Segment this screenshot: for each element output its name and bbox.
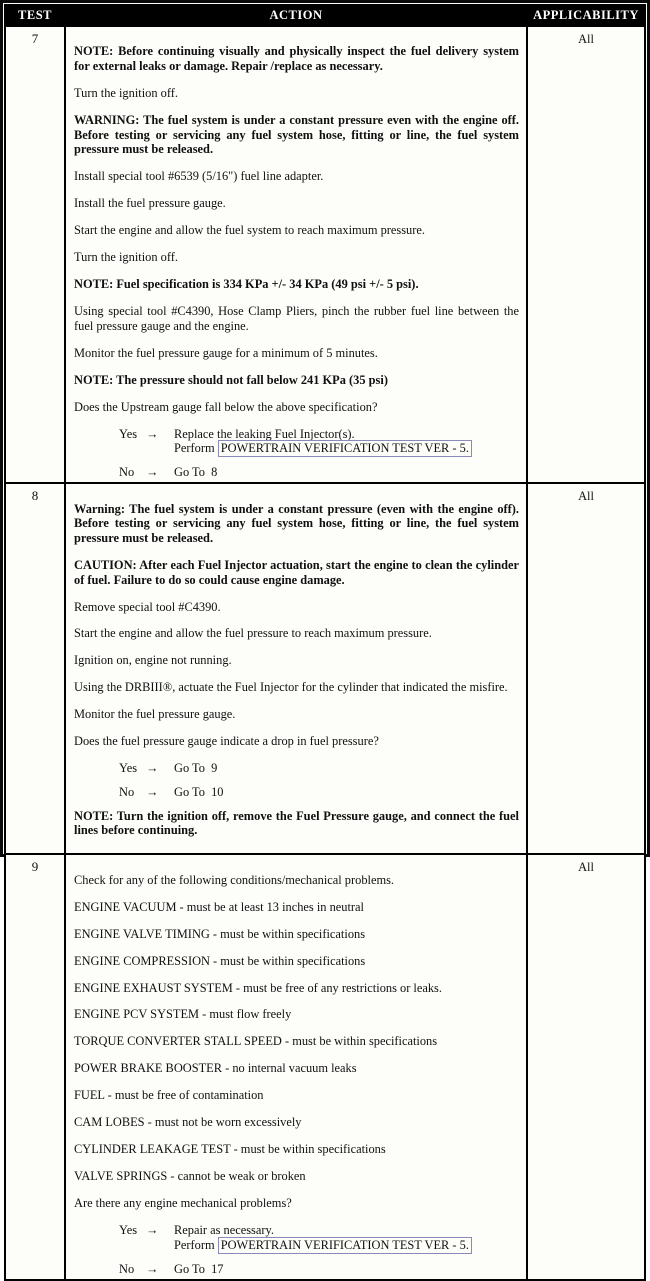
applicability-cell: All <box>527 26 645 483</box>
action-line: Check for any of the following conditions/mechanical problems. <box>74 872 395 887</box>
action-line: Monitor the fuel pressure gauge. <box>74 707 236 722</box>
decision-line <box>119 1262 519 1277</box>
perform-line <box>174 441 519 456</box>
action-line: CAM LOBES - must not be worn excessively <box>74 1115 302 1130</box>
decision-answer: No <box>119 464 135 479</box>
perform-prefix: Perform <box>174 441 218 456</box>
diagnostic-test-table <box>4 4 646 1281</box>
action-line: WARNING: The fuel system is under a constant pressure even with the engine off. Before testing or servicing any fuel system hose, fitting or line, the fuel system pressure must be released. <box>74 112 519 157</box>
perform-prefix: Perform <box>174 1237 218 1252</box>
action-line: CAUTION: After each Fuel Injector actuation, start the engine to clean the cylinder of fuel. Failure to do so could cause engine damage. <box>74 557 519 587</box>
action-line: ENGINE COMPRESSION - must be within specifications <box>74 953 366 968</box>
action-line: ENGINE EXHAUST SYSTEM - must be free of any restrictions or leaks. <box>74 980 442 995</box>
action-line: Start the engine and allow the fuel pressure to reach maximum pressure. <box>74 626 432 641</box>
arrow-icon: → <box>146 426 159 441</box>
action-line: NOTE: Before continuing visually and physically inspect the fuel delivery system for external leaks or damage. Repair /replace as necessary. <box>74 44 519 73</box>
decision-line <box>119 761 519 776</box>
table-header-row <box>5 5 645 26</box>
action-line: TORQUE CONVERTER STALL SPEED - must be within specifications <box>74 1034 438 1049</box>
decision-line <box>119 785 519 800</box>
arrow-icon: → <box>146 785 159 799</box>
arrow-icon: → <box>146 761 159 776</box>
table-row <box>5 483 645 854</box>
action-line: NOTE: Fuel specification is 334 KPa +/- 34 KPa (49 psi +/- 5 psi). <box>74 277 419 292</box>
action-line: POWER BRAKE BOOSTER - no internal vacuum leaks <box>74 1061 357 1076</box>
action-line: Turn the ignition off. <box>74 85 178 100</box>
action-line: ENGINE PCV SYSTEM - must flow freely <box>74 1007 292 1022</box>
decision-answer: Yes <box>119 1223 138 1238</box>
action-line: ENGINE VALVE TIMING - must be within specifications <box>74 926 366 941</box>
test-number-cell: 7 <box>5 26 65 483</box>
action-line: Warning: The fuel system is under a constant pressure (even with the engine off). Before testing or servicing any fuel system hose, fitting or line, the fuel system pressure must be released. <box>74 501 519 545</box>
action-line: Install special tool #6539 (5/16") fuel line adapter. <box>74 169 324 184</box>
action-line: Remove special tool #C4390. <box>74 599 221 614</box>
applicability-cell: All <box>527 854 645 1280</box>
test-number-cell: 9 <box>5 854 65 1280</box>
decision-text: Go To 8 <box>174 464 218 479</box>
arrow-icon: → <box>146 464 159 479</box>
decision-line <box>119 465 519 480</box>
decision-text: Repair as necessary. <box>174 1223 274 1238</box>
verification-test-link[interactable]: POWERTRAIN VERIFICATION TEST VER - 5. <box>218 1237 472 1254</box>
header-test: TEST <box>5 5 65 26</box>
decision-text: Replace the leaking Fuel Injector(s). <box>174 426 355 441</box>
action-cell <box>65 854 527 1280</box>
header-action: ACTION <box>65 5 527 26</box>
decision-answer: No <box>119 785 135 799</box>
decision-line <box>119 427 519 442</box>
table-row <box>5 854 645 1280</box>
table-row <box>5 26 645 483</box>
decision-text: Go To 9 <box>174 761 218 776</box>
action-line: Using special tool #C4390, Hose Clamp Pliers, pinch the rubber fuel line between the fuel pressure gauge and the engine. <box>74 304 519 333</box>
action-line: Start the engine and allow the fuel system to reach maximum pressure. <box>74 223 425 238</box>
action-line: Monitor the fuel pressure gauge for a minimum of 5 minutes. <box>74 345 378 360</box>
table-body <box>5 26 645 1280</box>
applicability-cell: All <box>527 483 645 854</box>
test-number-cell: 8 <box>5 483 65 854</box>
action-line: ENGINE VACUUM - must be at least 13 inches in neutral <box>74 899 364 914</box>
decision-answer: Yes <box>119 426 138 441</box>
action-cell <box>65 26 527 483</box>
arrow-icon: → <box>146 1261 159 1276</box>
arrow-icon: → <box>146 1223 159 1238</box>
action-cell <box>65 483 527 854</box>
action-line: Ignition on, engine not running. <box>74 653 232 668</box>
decision-text: Go To 17 <box>174 1261 224 1276</box>
header-applicability: APPLICABILITY <box>527 5 645 26</box>
action-line: Turn the ignition off. <box>74 250 178 265</box>
decision-text: Go To 10 <box>174 785 224 799</box>
action-line: NOTE: Turn the ignition off, remove the Fuel Pressure gauge, and connect the fuel lines before continuing. <box>74 808 519 838</box>
action-line: Does the Upstream gauge fall below the above specification? <box>74 399 378 414</box>
decision-line <box>119 1223 519 1238</box>
perform-line <box>174 1238 519 1253</box>
decision-answer: No <box>119 1261 135 1276</box>
action-line: Install the fuel pressure gauge. <box>74 196 226 211</box>
action-line: CYLINDER LEAKAGE TEST - must be within specifications <box>74 1142 386 1157</box>
action-line: Are there any engine mechanical problems? <box>74 1196 292 1211</box>
action-line: VALVE SPRINGS - cannot be weak or broken <box>74 1169 306 1184</box>
action-line: FUEL - must be free of contamination <box>74 1088 264 1103</box>
verification-test-link[interactable]: POWERTRAIN VERIFICATION TEST VER - 5. <box>218 440 472 457</box>
decision-answer: Yes <box>119 761 138 776</box>
action-line: Does the fuel pressure gauge indicate a drop in fuel pressure? <box>74 734 379 749</box>
action-line: Using the DRBIII®, actuate the Fuel Injector for the cylinder that indicated the misfire. <box>74 680 508 695</box>
action-line: NOTE: The pressure should not fall below 241 KPa (35 psi) <box>74 372 388 387</box>
